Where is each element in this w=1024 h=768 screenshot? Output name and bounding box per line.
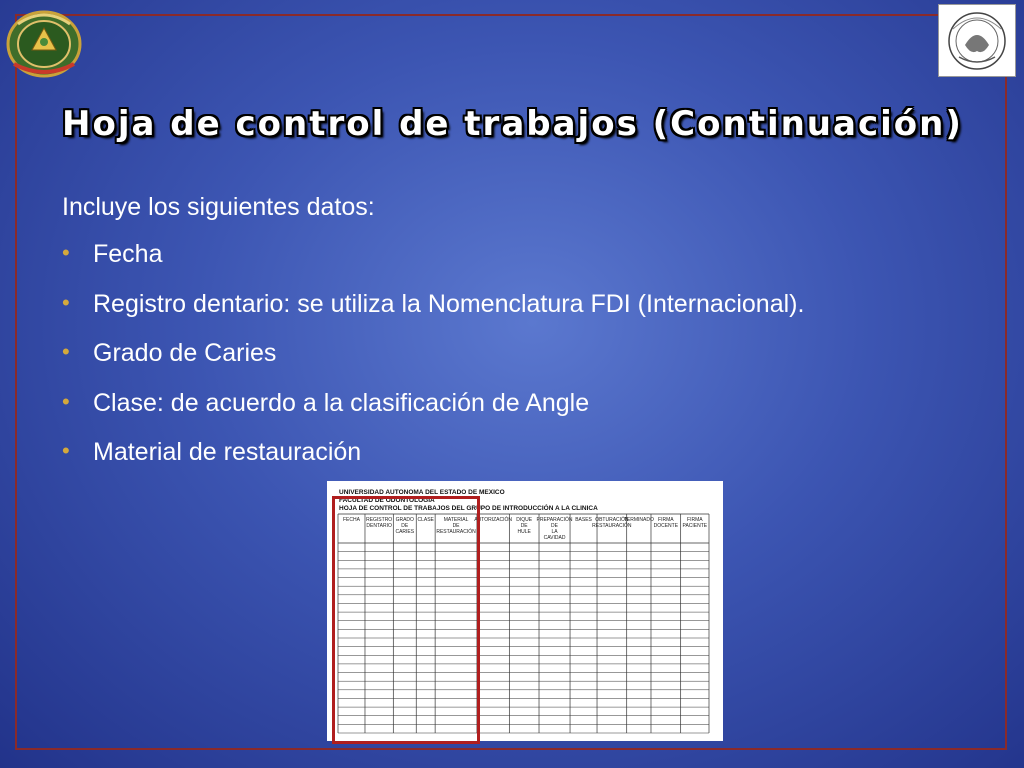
bullet-item xyxy=(62,240,804,290)
form-column-header: DIQUE DE HULE xyxy=(516,517,533,535)
form-sheet-title-line: HOJA DE CONTROL DE TRABAJOS DEL GRUPO DE INTRODUCCIÓN A LA CLINICA xyxy=(339,505,598,512)
form-column-header: FIRMA DOCENTE xyxy=(653,517,679,529)
form-column-header: MATERIAL DE RESTAURACIÓN xyxy=(436,517,476,535)
bullet-item xyxy=(62,389,804,439)
bullet-icon: • xyxy=(62,240,70,265)
form-university-line: UNIVERSIDAD AUTONOMA DEL ESTADO DE MEXICO xyxy=(339,489,505,496)
form-column-header: REGISTRO DENTARIO xyxy=(366,517,393,529)
mexican-coat-of-arms-logo xyxy=(4,4,84,80)
bullet-icon: • xyxy=(62,289,70,315)
form-column-header: TERMINADO xyxy=(623,517,654,523)
bullet-item xyxy=(62,290,804,340)
bullet-text: Grado de Caries xyxy=(93,339,277,367)
form-column-header: FIRMA PACIENTE xyxy=(682,517,708,529)
bullet-icon: • xyxy=(62,438,70,463)
bullet-item xyxy=(62,339,804,389)
form-column-header: BASES xyxy=(575,517,592,523)
bullet-text: Fecha xyxy=(93,240,163,268)
bullet-icon: • xyxy=(62,339,70,364)
form-column-header: CLASE xyxy=(417,517,434,523)
mexican-seal-logo xyxy=(938,4,1016,77)
form-column-header: FECHA xyxy=(343,517,360,523)
bullet-text: Material de restauración xyxy=(93,438,362,466)
form-faculty-line: FACULTAD DE ODONTOLOGIA xyxy=(339,497,435,504)
form-column-header: GRADO DE CARIES xyxy=(395,517,415,535)
slide-title: Hoja de control de trabajos (Continuación) xyxy=(62,104,963,144)
bullet-list xyxy=(62,240,804,488)
bullet-text: Registro dentario: se utiliza la Nomenclatura FDI (Internacional). xyxy=(93,289,805,318)
form-column-header: PREPARACIÓN DE LA CAVIDAD xyxy=(536,517,573,541)
bullet-text: Clase: de acuerdo a la clasificación de Angle xyxy=(93,388,590,417)
highlight-box xyxy=(332,496,480,744)
form-column-header: AUTORIZACIÓN xyxy=(474,517,512,523)
bullet-icon: • xyxy=(62,388,70,414)
intro-text: Incluye los siguientes datos: xyxy=(62,193,375,221)
form-column-header: OBTURACIÓN RESTAURACIÓN xyxy=(592,517,632,529)
